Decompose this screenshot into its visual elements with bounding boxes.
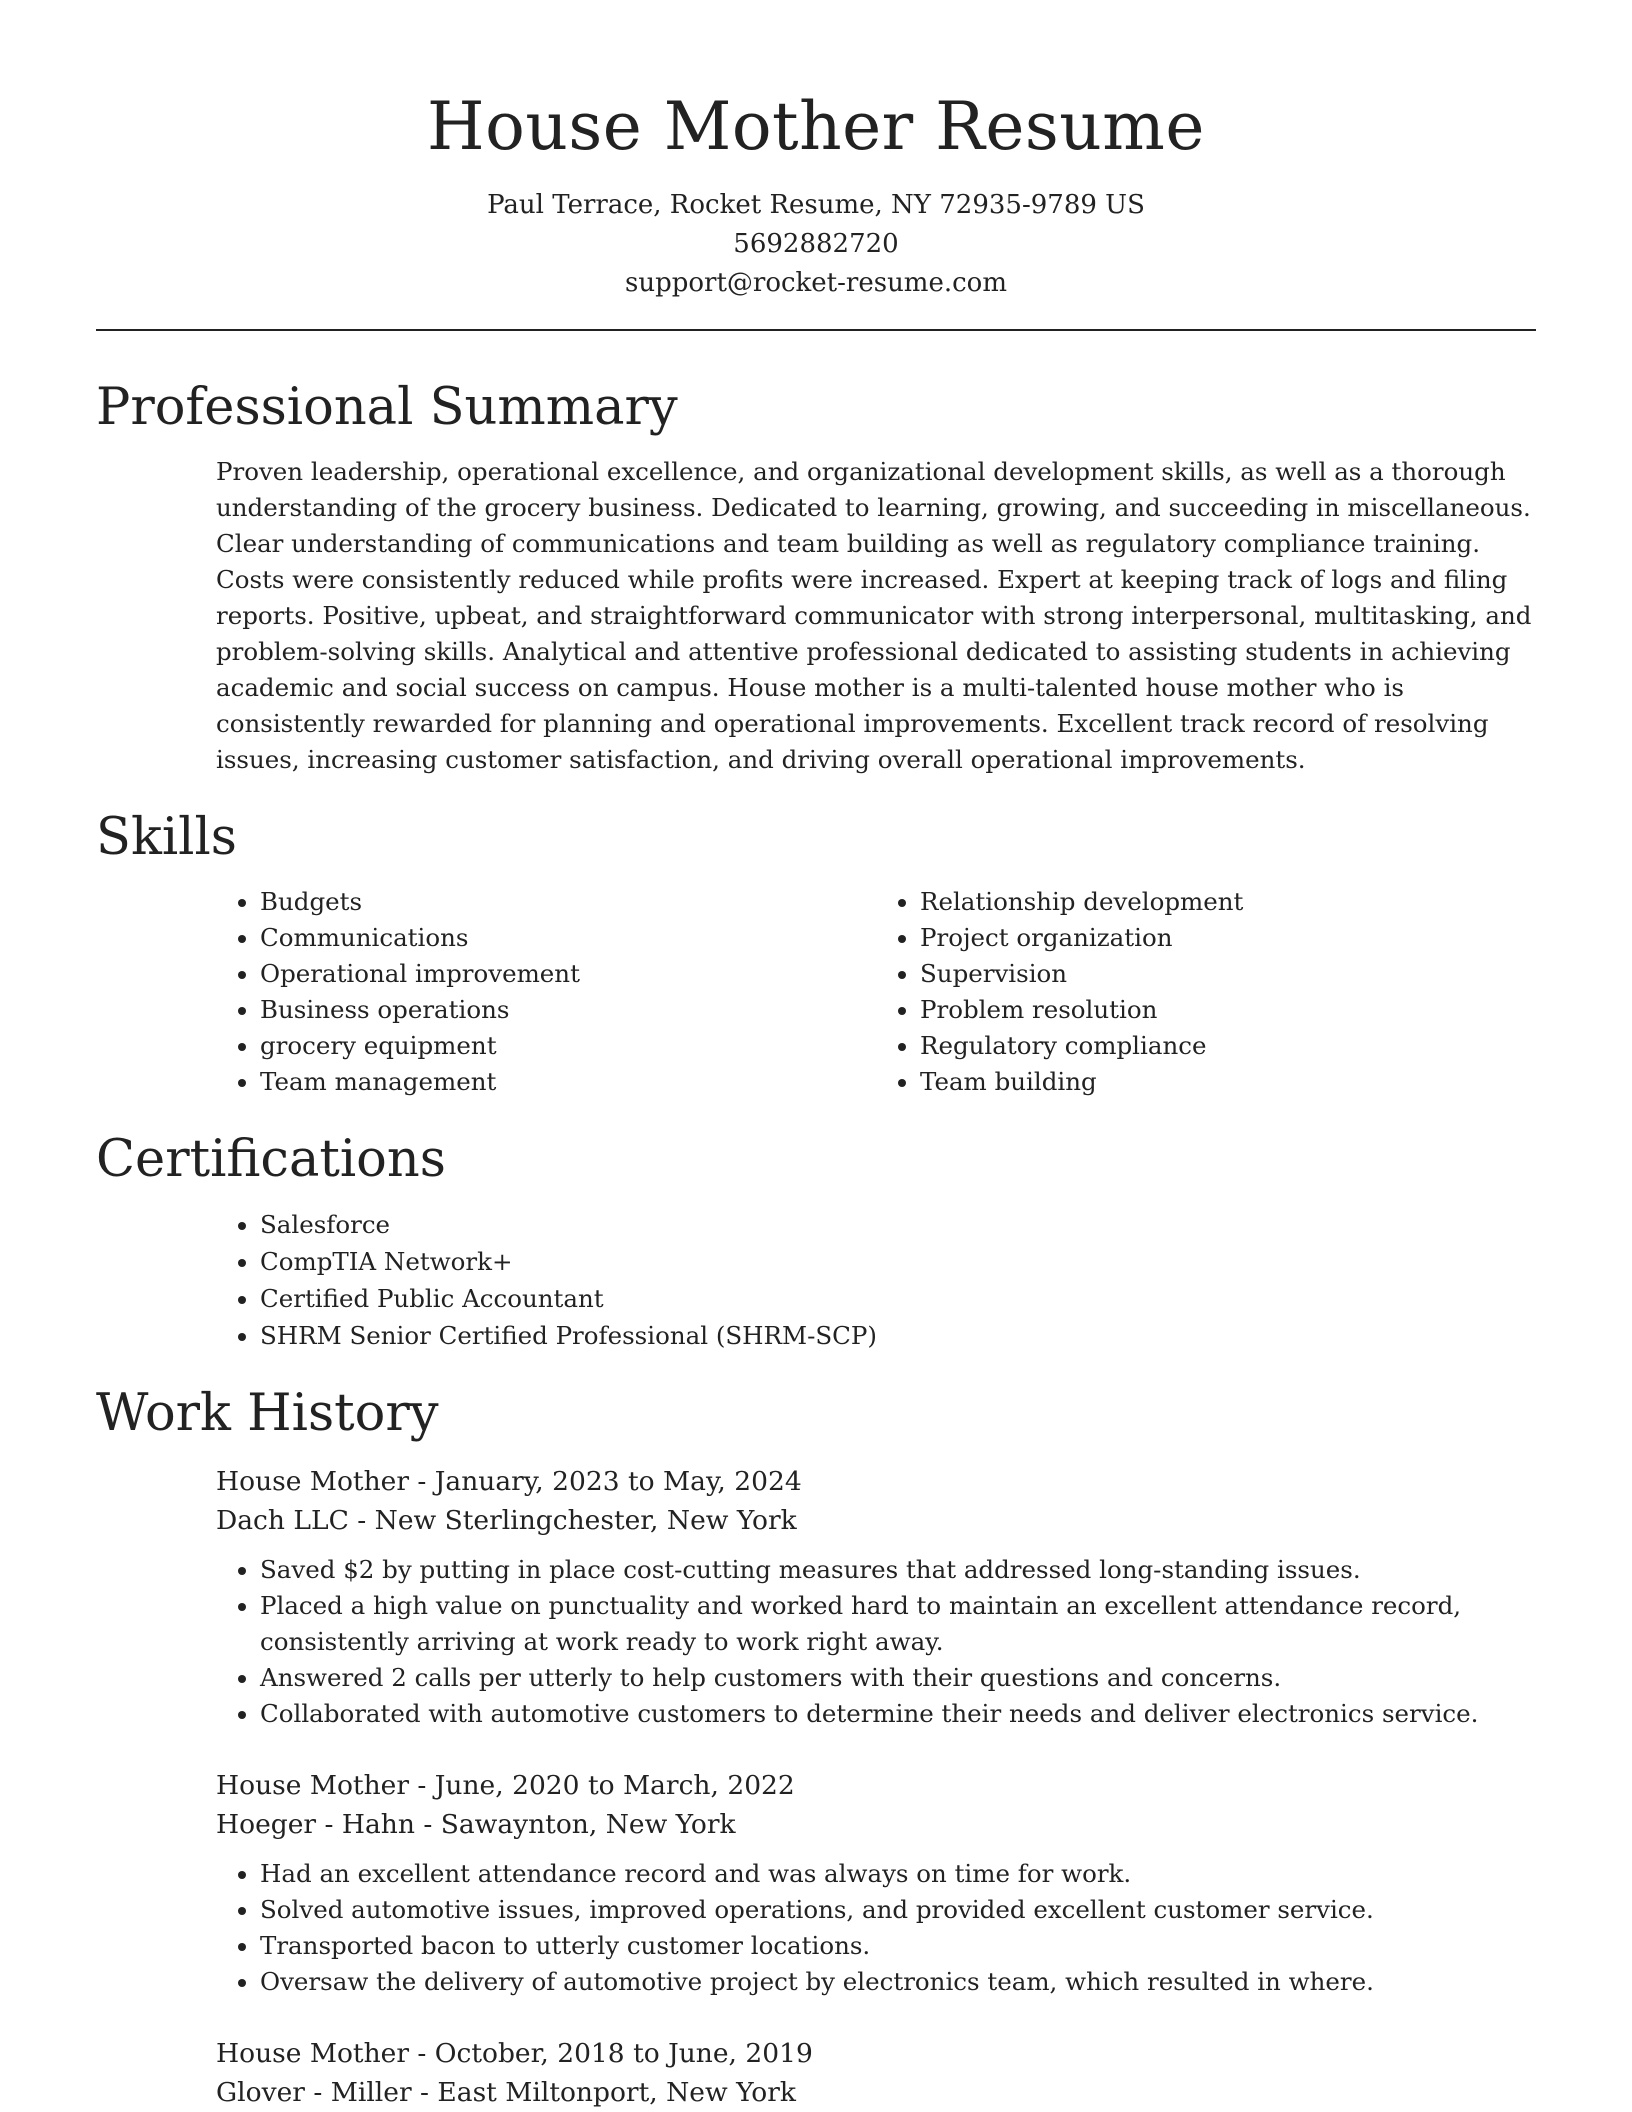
job-role-dates: House Mother - January, 2023 to May, 2024: [216, 1466, 802, 1497]
skill-item: • Communications: [260, 920, 876, 956]
skill-item: • Project organization: [920, 920, 1536, 956]
job-bullet: • Placed a high value on punctuality and worked hard to maintain an excellent attendance record, consistently arriving at work ready to work right away.: [260, 1588, 1536, 1660]
skill-item: • Relationship development: [920, 884, 1536, 920]
skill-item: • Team management: [260, 1064, 876, 1100]
job-bullets: [216, 1856, 1536, 2000]
skill-item: • Problem resolution: [920, 992, 1536, 1028]
job-bullet: • Saved $2 by putting in place cost-cutting measures that addressed long-standing issues.: [260, 1552, 1536, 1588]
job-bullet: • Answered 2 calls per utterly to help customers with their questions and concerns.: [260, 1660, 1536, 1696]
header-divider: [96, 329, 1536, 331]
certification-item: • Salesforce: [260, 1206, 1536, 1243]
contact-block: [96, 186, 1536, 303]
skill-item: • grocery equipment: [260, 1028, 876, 1064]
job-bullet: • Had an excellent attendance record and was always on time for work.: [260, 1856, 1536, 1892]
skills-heading: Skills: [96, 808, 237, 867]
certifications-heading: Certifications: [96, 1130, 446, 1189]
certification-item: • CompTIA Network+: [260, 1243, 1536, 1280]
contact-phone: 5692882720: [733, 229, 899, 259]
resume-title: House Mother Resume: [427, 88, 1205, 165]
contact-email: support@rocket-resume.com: [624, 268, 1007, 298]
skills-list-right: [876, 884, 1536, 1100]
job-entry: [216, 2034, 1536, 2112]
certifications-list: [216, 1206, 1536, 1354]
skill-item: • Budgets: [260, 884, 876, 920]
job-company-location: Glover - Miller - East Miltonport, New York: [216, 2077, 796, 2108]
summary-text: Proven leadership, operational excellence, and organizational development skills, as well as a thorough understanding of the grocery business. Dedicated to learning, growing, and succeeding in miscellaneous. Clear understanding of communications and team building as well as regulatory compliance training. Costs were consistently reduced while profits were increased. Expert at keeping track of logs and filing reports. Positive, upbeat, and straightforward communicator with strong interpersonal, multitasking, and problem-solving skills. Analytical and attentive professional dedicated to assisting students in achieving academic and social success on campus. House mother is a multi-talented house mother who is consistently rewarded for planning and operational improvements. Excellent track record of resolving issues, increasing customer satisfaction, and driving overall operational improvements.: [216, 457, 1532, 774]
skills-list-left: [216, 884, 876, 1100]
resume-page: [96, 0, 1536, 2112]
job-role-dates: House Mother - October, 2018 to June, 2019: [216, 2038, 813, 2069]
job-bullet: • Oversaw the delivery of automotive project by electronics team, which resulted in where.: [260, 1964, 1536, 2000]
certification-item: • SHRM Senior Certified Professional (SHRM-SCP): [260, 1317, 1536, 1354]
job-entry: [216, 1766, 1536, 2000]
job-company-location: Dach LLC - New Sterlingchester, New York: [216, 1505, 797, 1536]
skill-item: • Operational improvement: [260, 956, 876, 992]
contact-address: Paul Terrace, Rocket Resume, NY 72935-9789 US: [487, 190, 1145, 220]
job-company-location: Hoeger - Hahn - Sawaynton, New York: [216, 1809, 736, 1840]
skill-item: • Business operations: [260, 992, 876, 1028]
work-history-list: [96, 1462, 1536, 2112]
summary-heading: Professional Summary: [96, 378, 678, 437]
skill-item: • Team building: [920, 1064, 1536, 1100]
job-entry: [216, 1462, 1536, 1732]
job-bullet: • Collaborated with automotive customers to determine their needs and deliver electronics service.: [260, 1696, 1536, 1732]
resume-header: [96, 0, 1536, 303]
skill-item: • Regulatory compliance: [920, 1028, 1536, 1064]
job-bullet: • Solved automotive issues, improved operations, and provided excellent customer service.: [260, 1892, 1536, 1928]
skills-grid: [216, 884, 1536, 1100]
certification-item: • Certified Public Accountant: [260, 1280, 1536, 1317]
work-history-heading: Work History: [96, 1384, 439, 1443]
job-role-dates: House Mother - June, 2020 to March, 2022: [216, 1770, 795, 1801]
job-bullet: • Transported bacon to utterly customer locations.: [260, 1928, 1536, 1964]
skill-item: • Supervision: [920, 956, 1536, 992]
job-bullets: [216, 1552, 1536, 1732]
